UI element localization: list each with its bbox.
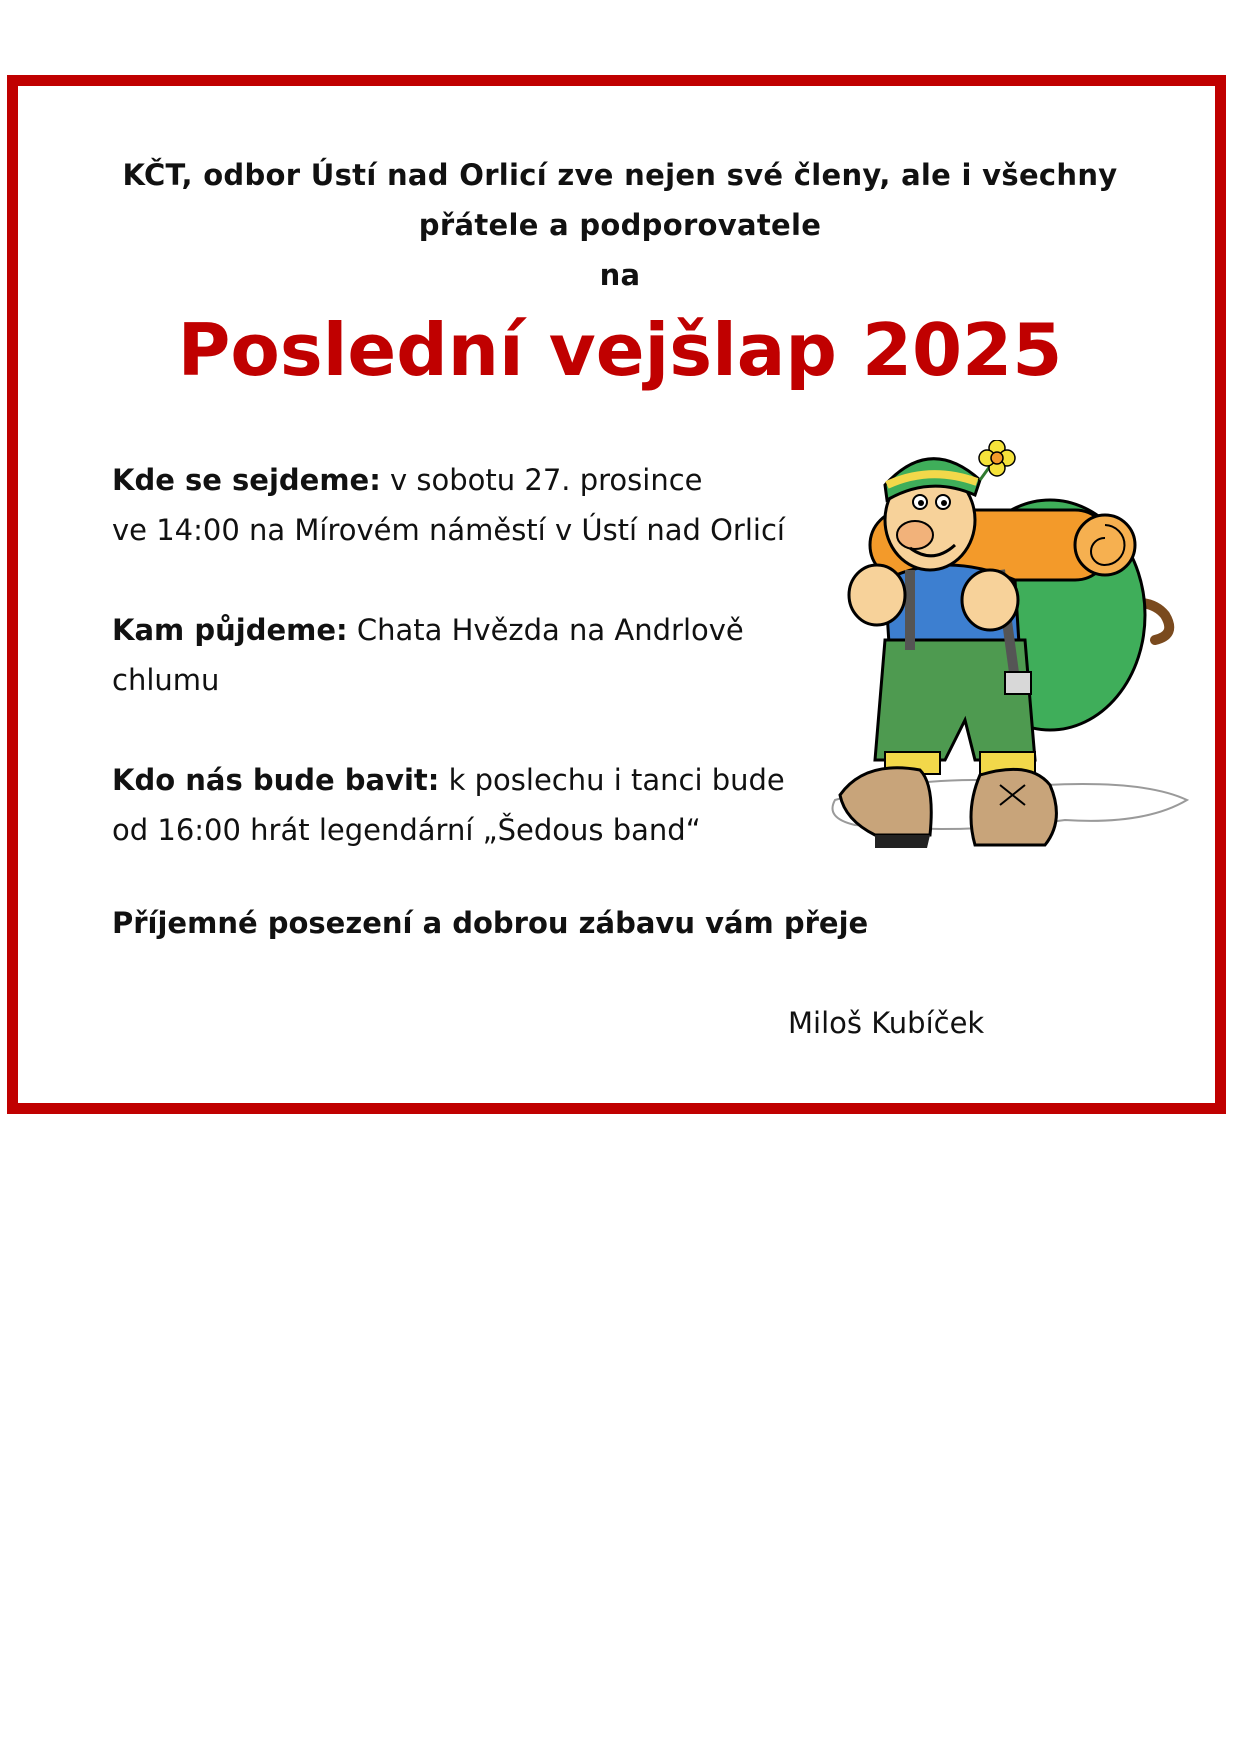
meeting-info: [112, 455, 872, 555]
music-text-1: k poslechu i tanci bude: [439, 763, 785, 797]
intro-line-2: přátele a podporovatele: [418, 208, 822, 242]
signature: Miloš Kubíček: [788, 1006, 985, 1040]
music-info: [112, 755, 872, 855]
invitation-intro: [0, 150, 1240, 300]
destination-text-2: chlumu: [112, 663, 220, 697]
meeting-date: v sobotu 27. prosince: [380, 463, 703, 497]
destination-info: [112, 605, 872, 705]
destination-text-1: Chata Hvězda na Andrlově: [347, 613, 744, 647]
hiker-cartoon-icon: [815, 440, 1195, 890]
intro-line-3: na: [599, 258, 641, 292]
music-label: Kdo nás bude bavit:: [112, 763, 440, 797]
meeting-place: ve 14:00 na Mírovém náměstí v Ústí nad Orlicí: [112, 513, 785, 547]
destination-label: Kam půjdeme:: [112, 613, 348, 647]
closing-line: Příjemné posezení a dobrou zábavu vám přeje: [112, 906, 869, 940]
music-text-2: od 16:00 hrát legendární „Šedous band“: [112, 813, 701, 847]
intro-line-1: KČT, odbor Ústí nad Orlicí zve nejen své členy, ale i všechny: [122, 158, 1118, 192]
meeting-label: Kde se sejdeme:: [112, 463, 381, 497]
event-title: Poslední vejšlap 2025: [177, 308, 1063, 392]
